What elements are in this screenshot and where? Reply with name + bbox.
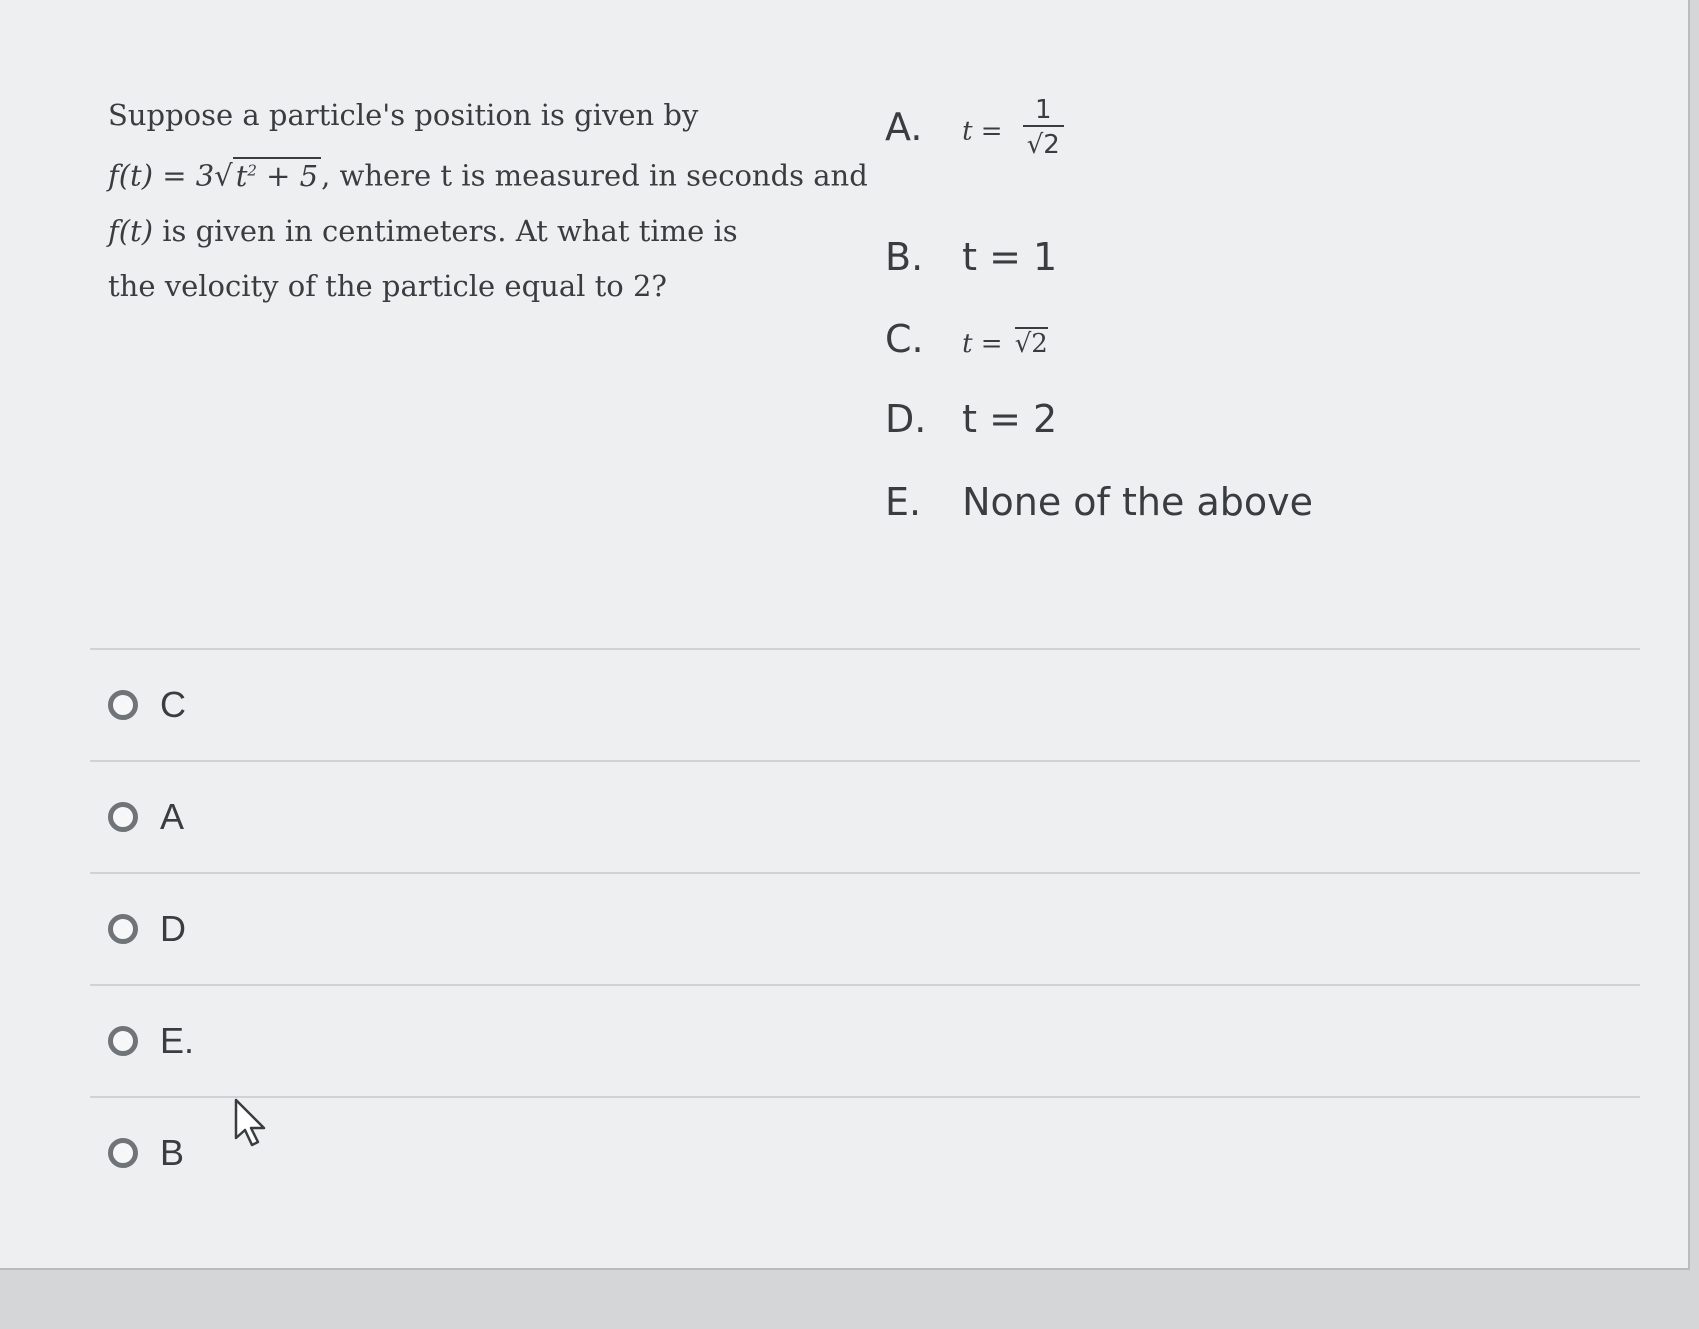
choice-b: B. t = 1 <box>885 235 1058 279</box>
radio-unselected-icon[interactable] <box>108 1138 138 1168</box>
answer-option[interactable] <box>90 872 1640 984</box>
choice-a: A. t = $\frac{1}{√2}$ <box>885 95 1064 163</box>
function-lhs: f(t) = 3 <box>108 158 215 193</box>
answer-label: D <box>160 908 186 949</box>
answer-label: A <box>160 796 185 837</box>
question-line-4: the velocity of the particle equal to 2? <box>108 268 667 303</box>
answer-label: E. <box>160 1020 195 1061</box>
choice-d: D. t = 2 <box>885 397 1058 441</box>
sqrt-expression: √ $t^2 + 5$ <box>214 143 321 204</box>
answer-label: B <box>160 1132 185 1173</box>
answer-label: C <box>160 684 186 725</box>
question-line-2-rest: , where t is measured in seconds and <box>321 158 868 193</box>
answer-option[interactable] <box>90 760 1640 872</box>
choice-e: E. None of the above <box>885 480 1313 524</box>
choice-c: C. t = √2 <box>885 317 1048 361</box>
question-line-3: f(t) is given in centimeters. At what time is <box>108 213 738 248</box>
answer-option[interactable] <box>90 984 1640 1096</box>
mouse-pointer-icon <box>232 1098 272 1148</box>
fraction: $\frac{1}{√2}$ <box>1023 95 1064 163</box>
answer-option[interactable] <box>90 648 1640 760</box>
answer-options <box>90 648 1640 1208</box>
radio-unselected-icon[interactable] <box>108 914 138 944</box>
question-line-2 <box>108 143 868 204</box>
radio-unselected-icon[interactable] <box>108 802 138 832</box>
radio-unselected-icon[interactable] <box>108 1026 138 1056</box>
question-text <box>108 88 868 314</box>
question-line-1: Suppose a particle's position is given by <box>108 98 699 132</box>
radio-unselected-icon[interactable] <box>108 690 138 720</box>
answer-option[interactable] <box>90 1096 1640 1208</box>
